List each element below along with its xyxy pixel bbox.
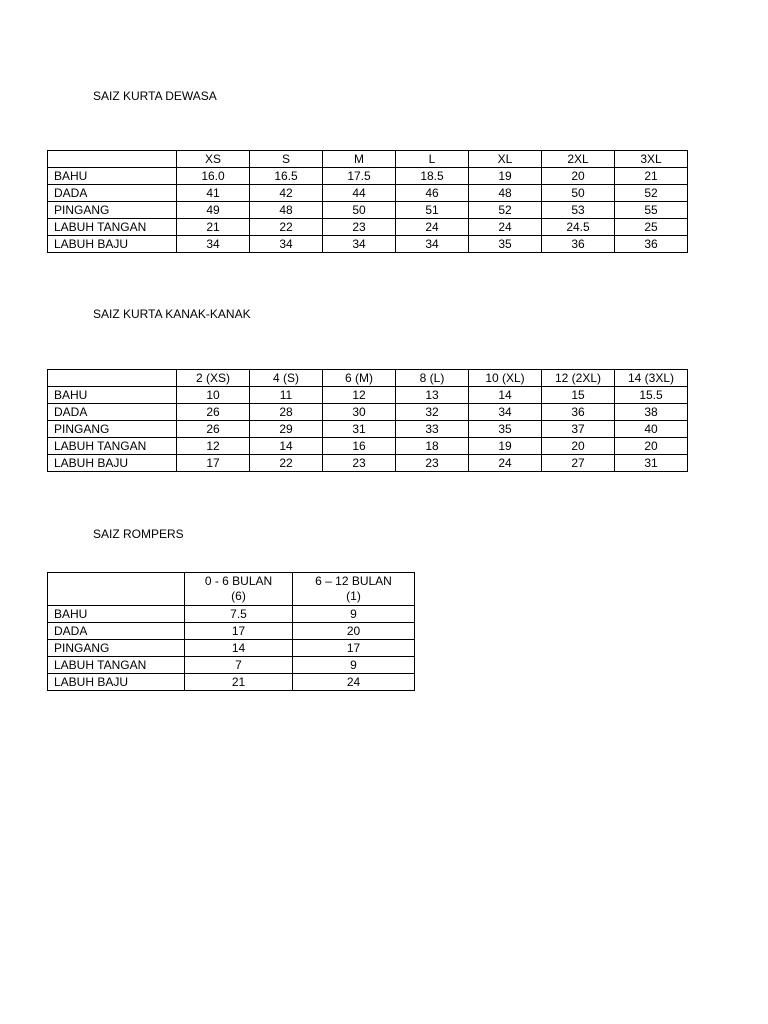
row-label: PINGANG	[48, 202, 177, 219]
table-cell: 15.5	[615, 387, 688, 404]
table-cell: 16.5	[250, 168, 323, 185]
table-cell: 41	[177, 185, 250, 202]
row-label: DADA	[48, 623, 185, 640]
table-cell: 12	[323, 387, 396, 404]
table-row	[48, 421, 688, 438]
header-line: 0 - 6 BULAN	[204, 574, 273, 588]
table-cell: 24	[396, 219, 469, 236]
table-cell: 37	[542, 421, 615, 438]
table-cell: 17	[185, 623, 293, 640]
table-cell: 9	[293, 657, 415, 674]
table-cell: 14	[250, 438, 323, 455]
table-cell: 34	[250, 236, 323, 253]
header-cell: 2XL	[542, 151, 615, 168]
table-header-row	[48, 370, 688, 387]
row-label: LABUH BAJU	[48, 674, 185, 691]
table-cell: 50	[542, 185, 615, 202]
table-cell: 15	[542, 387, 615, 404]
table-row	[48, 438, 688, 455]
table-cell: 44	[323, 185, 396, 202]
header-corner-cell	[48, 370, 177, 387]
table-row	[48, 387, 688, 404]
table-row	[48, 236, 688, 253]
row-label: LABUH BAJU	[48, 236, 177, 253]
table-cell: 31	[323, 421, 396, 438]
table-cell: 51	[396, 202, 469, 219]
table-cell: 40	[615, 421, 688, 438]
table-cell: 49	[177, 202, 250, 219]
table-row	[48, 640, 415, 657]
table-cell: 26	[177, 421, 250, 438]
row-label: LABUH BAJU	[48, 455, 177, 472]
table-cell: 23	[323, 219, 396, 236]
header-line: 6 – 12 BULAN	[315, 574, 392, 588]
table-cell: 21	[615, 168, 688, 185]
header-cell: XL	[469, 151, 542, 168]
header-cell: 2 (XS)	[177, 370, 250, 387]
header-line: (6)	[231, 589, 246, 603]
header-corner-cell	[48, 573, 185, 606]
table-row	[48, 219, 688, 236]
table-cell: 31	[615, 455, 688, 472]
header-line: (1)	[346, 589, 361, 603]
table-cell: 25	[615, 219, 688, 236]
row-label: DADA	[48, 404, 177, 421]
table-cell: 20	[542, 438, 615, 455]
table-cell: 35	[469, 236, 542, 253]
table-cell: 14	[469, 387, 542, 404]
table-cell: 30	[323, 404, 396, 421]
table-row	[48, 606, 415, 623]
table-cell: 7	[185, 657, 293, 674]
table-cell: 50	[323, 202, 396, 219]
table-cell: 38	[615, 404, 688, 421]
table-cell: 11	[250, 387, 323, 404]
table-cell: 16	[323, 438, 396, 455]
table-cell: 9	[293, 606, 415, 623]
header-corner-cell	[48, 151, 177, 168]
table-cell: 18	[396, 438, 469, 455]
table-cell: 20	[542, 168, 615, 185]
header-cell: 14 (3XL)	[615, 370, 688, 387]
table-cell: 13	[396, 387, 469, 404]
table-cell: 23	[323, 455, 396, 472]
table-cell: 12	[177, 438, 250, 455]
table-cell: 7.5	[185, 606, 293, 623]
table-cell: 29	[250, 421, 323, 438]
header-cell: L	[396, 151, 469, 168]
row-label: BAHU	[48, 606, 185, 623]
size-table-kanak	[47, 369, 688, 472]
table-cell: 22	[250, 455, 323, 472]
row-label: LABUH TANGAN	[48, 219, 177, 236]
table-cell: 24	[469, 219, 542, 236]
table-cell: 18.5	[396, 168, 469, 185]
table-cell: 19	[469, 438, 542, 455]
header-cell	[293, 573, 415, 606]
table-cell: 21	[177, 219, 250, 236]
table-cell: 34	[323, 236, 396, 253]
table-cell: 24.5	[542, 219, 615, 236]
table-cell: 16.0	[177, 168, 250, 185]
table-cell: 14	[185, 640, 293, 657]
size-table-dewasa	[47, 150, 688, 253]
table-row	[48, 623, 415, 640]
table-cell: 21	[185, 674, 293, 691]
table-cell: 34	[396, 236, 469, 253]
table-cell: 46	[396, 185, 469, 202]
table-row	[48, 185, 688, 202]
table-row	[48, 168, 688, 185]
table-cell: 10	[177, 387, 250, 404]
header-cell: 6 (M)	[323, 370, 396, 387]
row-label: LABUH TANGAN	[48, 657, 185, 674]
table-header-row	[48, 573, 415, 606]
table-cell: 17	[293, 640, 415, 657]
table-cell: 19	[469, 168, 542, 185]
row-label: PINGANG	[48, 421, 177, 438]
section-title-kanak: SAIZ KURTA KANAK-KANAK	[93, 307, 251, 321]
table-cell: 22	[250, 219, 323, 236]
table-cell: 28	[250, 404, 323, 421]
section-title-dewasa: SAIZ KURTA DEWASA	[93, 89, 217, 103]
table-cell: 55	[615, 202, 688, 219]
header-cell: 12 (2XL)	[542, 370, 615, 387]
header-cell: XS	[177, 151, 250, 168]
table-row	[48, 202, 688, 219]
table-cell: 42	[250, 185, 323, 202]
header-cell: 10 (XL)	[469, 370, 542, 387]
table-cell: 27	[542, 455, 615, 472]
table-cell: 34	[469, 404, 542, 421]
section-title-rompers: SAIZ ROMPERS	[93, 527, 184, 541]
table-row	[48, 455, 688, 472]
header-cell: 8 (L)	[396, 370, 469, 387]
table-cell: 36	[542, 404, 615, 421]
table-cell: 17	[177, 455, 250, 472]
table-cell: 48	[469, 185, 542, 202]
table-cell: 33	[396, 421, 469, 438]
table-cell: 52	[469, 202, 542, 219]
table-header-row	[48, 151, 688, 168]
table-cell: 52	[615, 185, 688, 202]
table-cell: 23	[396, 455, 469, 472]
table-cell: 20	[615, 438, 688, 455]
table-cell: 24	[293, 674, 415, 691]
table-cell: 32	[396, 404, 469, 421]
header-cell: 4 (S)	[250, 370, 323, 387]
table-row	[48, 657, 415, 674]
table-cell: 36	[615, 236, 688, 253]
table-cell: 36	[542, 236, 615, 253]
row-label: DADA	[48, 185, 177, 202]
header-cell: M	[323, 151, 396, 168]
row-label: BAHU	[48, 387, 177, 404]
size-table-rompers	[47, 572, 415, 691]
table-row	[48, 404, 688, 421]
row-label: LABUH TANGAN	[48, 438, 177, 455]
header-cell: 3XL	[615, 151, 688, 168]
table-row	[48, 674, 415, 691]
header-cell	[185, 573, 293, 606]
table-cell: 35	[469, 421, 542, 438]
table-cell: 20	[293, 623, 415, 640]
table-cell: 53	[542, 202, 615, 219]
table-cell: 24	[469, 455, 542, 472]
row-label: BAHU	[48, 168, 177, 185]
table-cell: 34	[177, 236, 250, 253]
header-cell: S	[250, 151, 323, 168]
row-label: PINGANG	[48, 640, 185, 657]
table-cell: 26	[177, 404, 250, 421]
table-cell: 48	[250, 202, 323, 219]
table-cell: 17.5	[323, 168, 396, 185]
